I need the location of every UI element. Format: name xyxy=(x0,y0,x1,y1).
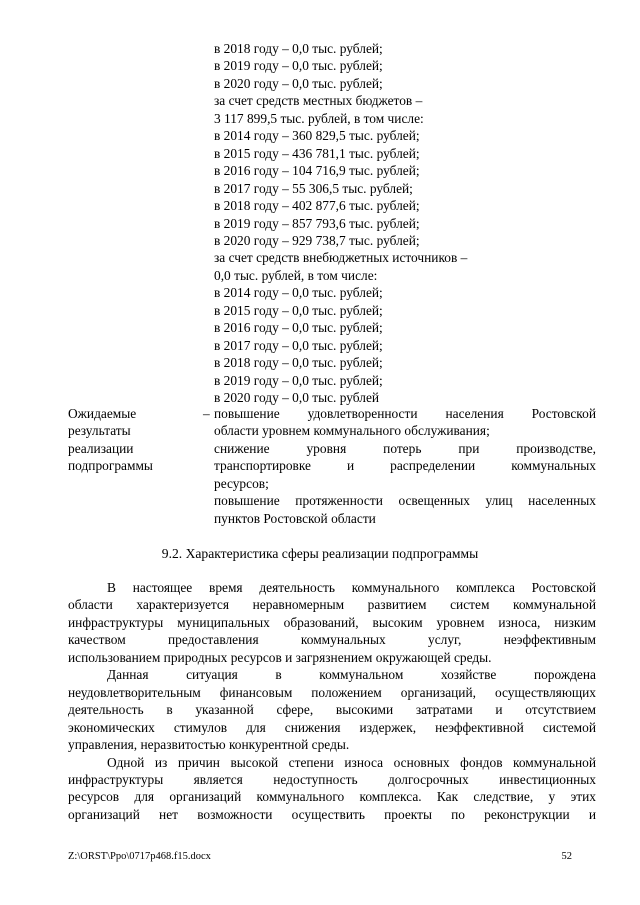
body-line: деятельность в указанной сфере, высокими затратами и отсутствием xyxy=(68,702,596,718)
funding-line: в 2014 году – 360 829,5 тыс. рублей; xyxy=(214,128,420,144)
body-line: качеством предоставления коммунальных услуг, неэффективным xyxy=(68,632,596,648)
results-line: пунктов Ростовской области xyxy=(214,510,376,526)
results-line: ресурсов; xyxy=(214,475,269,491)
body-line: использованием природных ресурсов и загрязнением окружающей среды. xyxy=(68,649,492,665)
funding-line: в 2017 году – 55 306,5 тыс. рублей; xyxy=(214,180,413,196)
results-label-line: подпрограммы xyxy=(68,458,153,474)
results-line: повышение протяженности освещенных улиц населенных xyxy=(214,493,596,509)
funding-line: в 2017 году – 0,0 тыс. рублей; xyxy=(214,337,383,353)
body-line: Данная ситуация в коммунальном хозяйстве порождена xyxy=(107,667,596,683)
body-line: управления, неразвитостью конкурентной среды. xyxy=(68,737,350,753)
funding-line: за счет средств местных бюджетов – xyxy=(214,93,423,109)
results-label-line: реализации xyxy=(68,440,134,456)
results-line: области уровнем коммунального обслуживания; xyxy=(214,423,490,439)
funding-line: в 2015 году – 436 781,1 тыс. рублей; xyxy=(214,145,420,161)
funding-line: в 2020 году – 0,0 тыс. рублей xyxy=(214,390,380,405)
body-line: организаций нет возможности осуществить проекты по реконструкции и xyxy=(68,806,596,822)
results-line: повышение удовлетворенности населения Ростовской xyxy=(214,406,596,421)
footer-file-path: Z:\ORST\Ppo\0717p468.f15.docx xyxy=(68,851,211,862)
label-dash: – xyxy=(203,406,210,421)
footer-page-number: 52 xyxy=(561,851,572,862)
funding-line: в 2016 году – 104 716,9 тыс. рублей; xyxy=(214,163,420,179)
funding-line: в 2016 году – 0,0 тыс. рублей; xyxy=(214,320,383,336)
funding-line: в 2018 году – 0,0 тыс. рублей; xyxy=(214,355,383,371)
body-line: экономических стимулов для снижения издержек, неэффективной системой xyxy=(68,719,596,735)
section-heading: 9.2. Характеристика сферы реализации подпрограммы xyxy=(161,546,479,561)
body-line: инфраструктуры является недоступность долгосрочных инвестиционных xyxy=(68,771,596,787)
body-line: Одной из причин высокой степени износа основных фондов коммунальной xyxy=(107,754,596,770)
body-line: В настоящее время деятельность коммунального комплекса Ростовской xyxy=(107,580,596,595)
funding-line: в 2019 году – 0,0 тыс. рублей; xyxy=(214,372,383,388)
funding-line: в 2020 году – 0,0 тыс. рублей; xyxy=(214,75,383,91)
body-line: инфраструктуры муниципальных образований, высоким уровнем износа, низким xyxy=(68,614,596,630)
funding-line: 3 117 899,5 тыс. рублей, в том числе: xyxy=(214,110,424,126)
body-line: неудовлетворительным финансовым положением организаций, осуществляющих xyxy=(68,684,596,700)
funding-line: в 2019 году – 0,0 тыс. рублей; xyxy=(214,58,383,74)
funding-line: в 2019 году – 857 793,6 тыс. рублей; xyxy=(214,215,420,231)
funding-line: в 2018 году – 0,0 тыс. рублей; xyxy=(214,41,383,56)
results-line: снижение уровня потерь при производстве, xyxy=(214,440,596,456)
results-line: транспортировке и распределении коммунальных xyxy=(214,458,596,474)
funding-line: за счет средств внебюджетных источников – xyxy=(214,250,468,266)
results-label-line: результаты xyxy=(68,423,131,439)
funding-line: в 2018 году – 402 877,6 тыс. рублей; xyxy=(214,198,420,214)
body-line: области характеризуется неравномерным развитием систем коммунальной xyxy=(68,597,596,613)
funding-line: в 2020 году – 929 738,7 тыс. рублей; xyxy=(214,232,420,248)
funding-line: 0,0 тыс. рублей, в том числе: xyxy=(214,267,378,283)
funding-line: в 2015 году – 0,0 тыс. рублей; xyxy=(214,302,383,318)
funding-line: в 2014 году – 0,0 тыс. рублей; xyxy=(214,285,383,301)
results-label-line: Ожидаемые xyxy=(68,406,137,421)
body-line: ресурсов для организаций коммунального комплекса. Как следствие, у этих xyxy=(68,789,596,805)
